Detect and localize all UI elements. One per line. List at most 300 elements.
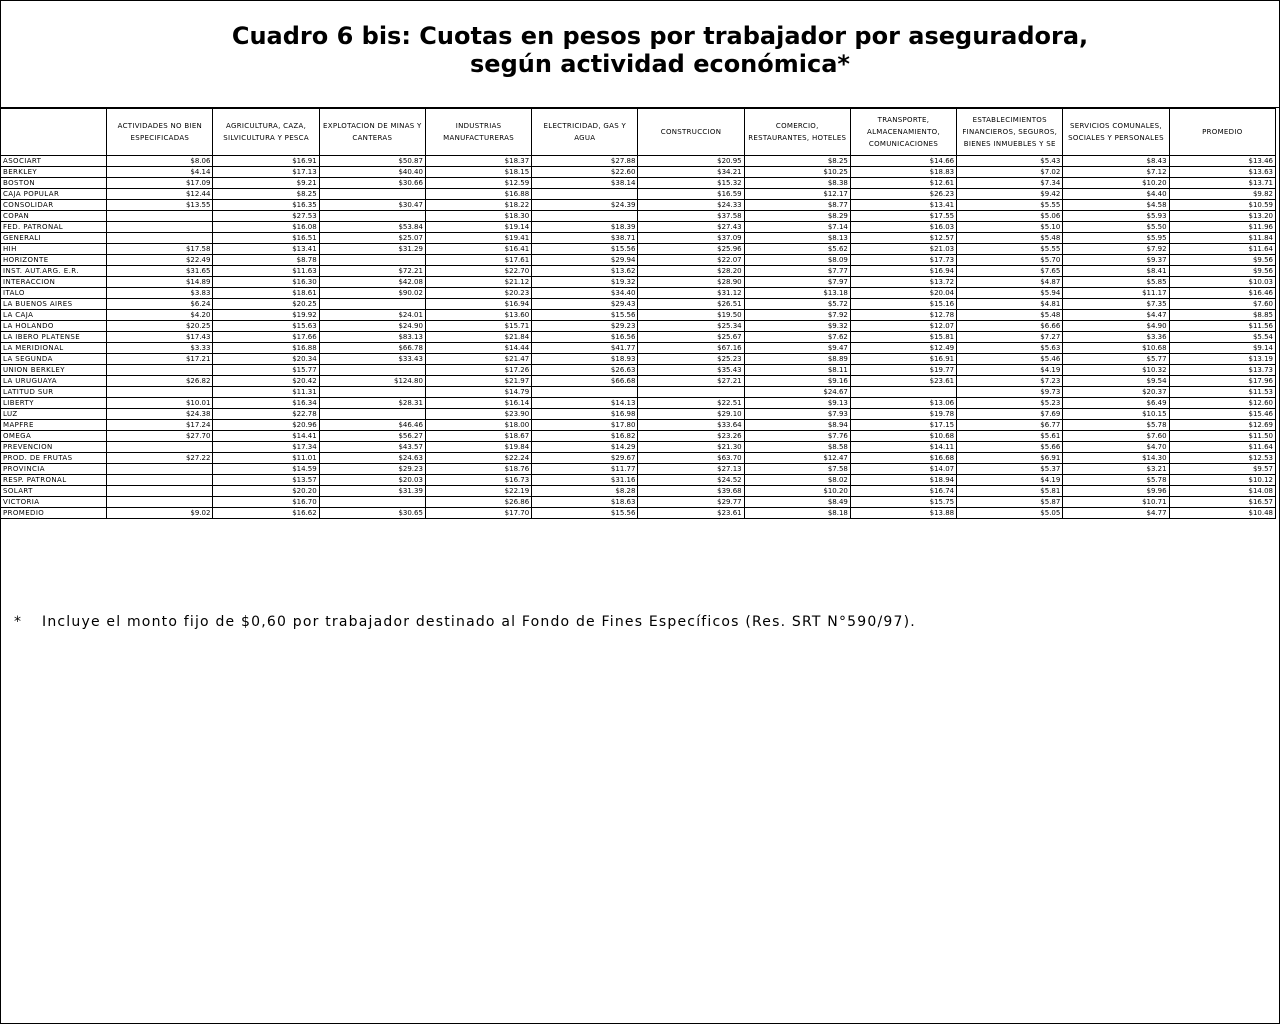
quota-cell: $5.48: [957, 310, 1063, 321]
quota-cell: $22.07: [638, 255, 744, 266]
insurer-name: FED. PATRONAL: [1, 222, 107, 233]
quota-cell: $53.84: [319, 222, 425, 233]
quota-cell: $7.76: [744, 431, 850, 442]
quota-cell: $4.81: [957, 299, 1063, 310]
insurer-name: LA URUGUAYA: [1, 376, 107, 387]
table-row: [1, 442, 1276, 453]
table-row: [1, 409, 1276, 420]
quota-cell: $20.23: [425, 288, 531, 299]
quota-cell: $5.70: [957, 255, 1063, 266]
quota-cell: $7.34: [957, 178, 1063, 189]
quota-cell: $8.77: [744, 200, 850, 211]
quota-cell: $9.14: [1169, 343, 1275, 354]
quota-cell: $124.80: [319, 376, 425, 387]
quota-cell: $12.59: [425, 178, 531, 189]
quota-cell: $25.34: [638, 321, 744, 332]
quota-cell: $27.88: [532, 156, 638, 167]
column-header: INDUSTRIAS MANUFACTURERAS: [425, 109, 531, 156]
quota-cell: $8.43: [1063, 156, 1169, 167]
quota-cell: $16.30: [213, 277, 319, 288]
table-row: [1, 365, 1276, 376]
quota-cell: $3.83: [107, 288, 213, 299]
quota-cell: $15.81: [850, 332, 956, 343]
quota-cell: $16.91: [213, 156, 319, 167]
quota-cell: $4.58: [1063, 200, 1169, 211]
quota-cell: $13.19: [1169, 354, 1275, 365]
quota-cell: $16.70: [213, 497, 319, 508]
quota-cell: $15.75: [850, 497, 956, 508]
table-row: [1, 453, 1276, 464]
table-row: [1, 398, 1276, 409]
quota-cell: $16.46: [1169, 288, 1275, 299]
quota-cell: $7.93: [744, 409, 850, 420]
quota-cell: $9.37: [1063, 255, 1169, 266]
quota-cell: [850, 387, 956, 398]
insurer-name: UNION BERKLEY: [1, 365, 107, 376]
quota-cell: $8.18: [744, 508, 850, 519]
quota-cell: $29.23: [319, 464, 425, 475]
insurer-name: HIH: [1, 244, 107, 255]
quota-cell: $21.84: [425, 332, 531, 343]
quota-cell: [319, 255, 425, 266]
quota-cell: $30.66: [319, 178, 425, 189]
footnote-marker: *: [14, 614, 23, 630]
quota-cell: $18.93: [532, 354, 638, 365]
insurer-name: LA SEGUNDA: [1, 354, 107, 365]
quota-cell: $15.71: [425, 321, 531, 332]
quota-cell: $9.02: [107, 508, 213, 519]
quota-cell: $12.17: [744, 189, 850, 200]
quota-cell: $15.32: [638, 178, 744, 189]
quota-cell: $8.25: [213, 189, 319, 200]
quota-cell: $4.19: [957, 365, 1063, 376]
quota-cell: $25.67: [638, 332, 744, 343]
quota-cell: $19.32: [532, 277, 638, 288]
quota-cell: $13.71: [1169, 178, 1275, 189]
quota-cell: $27.22: [107, 453, 213, 464]
quota-cell: [638, 387, 744, 398]
quota-cell: $4.19: [957, 475, 1063, 486]
quota-cell: $21.30: [638, 442, 744, 453]
title-line-2: según actividad económica*: [470, 50, 850, 78]
quota-cell: $43.57: [319, 442, 425, 453]
quota-cell: $8.85: [1169, 310, 1275, 321]
quota-cell: $18.00: [425, 420, 531, 431]
quota-cell: [319, 211, 425, 222]
insurer-name: LA HOLANDO: [1, 321, 107, 332]
quota-cell: $8.28: [532, 486, 638, 497]
quota-cell: $40.40: [319, 167, 425, 178]
quota-cell: $17.09: [107, 178, 213, 189]
quota-cell: $13.73: [1169, 365, 1275, 376]
quota-cell: $18.15: [425, 167, 531, 178]
quota-cell: $18.76: [425, 464, 531, 475]
quota-cell: $11.31: [213, 387, 319, 398]
quota-cell: $14.59: [213, 464, 319, 475]
quota-cell: [319, 299, 425, 310]
quota-cell: $26.82: [107, 376, 213, 387]
quota-cell: $15.46: [1169, 409, 1275, 420]
quota-cell: $21.12: [425, 277, 531, 288]
quota-cell: $17.13: [213, 167, 319, 178]
quota-cell: $12.49: [850, 343, 956, 354]
quota-cell: $23.61: [850, 376, 956, 387]
quota-cell: $5.55: [957, 244, 1063, 255]
quota-cell: $16.56: [532, 332, 638, 343]
quota-cell: $10.25: [744, 167, 850, 178]
quota-cell: $38.71: [532, 233, 638, 244]
quota-cell: $13.63: [1169, 167, 1275, 178]
insurer-name: INST. AUT.ARG. E.R.: [1, 266, 107, 277]
footnote: [14, 614, 916, 630]
quota-cell: $14.79: [425, 387, 531, 398]
table-row: [1, 222, 1276, 233]
quota-cell: $21.97: [425, 376, 531, 387]
quota-cell: $6.66: [957, 321, 1063, 332]
quota-cell: $26.23: [850, 189, 956, 200]
quota-cell: $31.39: [319, 486, 425, 497]
insurer-name: VICTORIA: [1, 497, 107, 508]
insurer-name: PROVINCIA: [1, 464, 107, 475]
quota-cell: $5.10: [957, 222, 1063, 233]
quota-cell: $25.96: [638, 244, 744, 255]
header-row: [1, 109, 1276, 156]
quota-cell: $10.48: [1169, 508, 1275, 519]
quota-cell: $14.41: [213, 431, 319, 442]
table-row: [1, 299, 1276, 310]
quota-cell: $10.03: [1169, 277, 1275, 288]
quota-cell: $19.78: [850, 409, 956, 420]
quota-cell: $5.85: [1063, 277, 1169, 288]
quota-cell: $8.38: [744, 178, 850, 189]
quota-cell: $5.61: [957, 431, 1063, 442]
quota-cell: $17.34: [213, 442, 319, 453]
quota-cell: [107, 464, 213, 475]
quota-cell: $14.08: [1169, 486, 1275, 497]
quota-cell: $16.74: [850, 486, 956, 497]
column-header: AGRICULTURA, CAZA, SILVICULTURA Y PESCA: [213, 109, 319, 156]
quota-cell: $15.56: [532, 310, 638, 321]
quota-cell: $8.02: [744, 475, 850, 486]
quota-cell: $5.43: [957, 156, 1063, 167]
quota-cell: $22.49: [107, 255, 213, 266]
quota-cell: $17.55: [850, 211, 956, 222]
quota-cell: $27.70: [107, 431, 213, 442]
quota-cell: $20.03: [319, 475, 425, 486]
quota-cell: $14.13: [532, 398, 638, 409]
quota-cell: [107, 486, 213, 497]
quota-cell: $16.94: [850, 266, 956, 277]
quota-cell: $83.13: [319, 332, 425, 343]
quota-cell: $11.84: [1169, 233, 1275, 244]
quota-cell: $24.33: [638, 200, 744, 211]
quota-cell: $17.61: [425, 255, 531, 266]
table-row: [1, 387, 1276, 398]
quota-cell: $17.43: [107, 332, 213, 343]
quota-cell: [319, 409, 425, 420]
quota-cell: $22.51: [638, 398, 744, 409]
quota-cell: $16.94: [425, 299, 531, 310]
quota-cell: $7.23: [957, 376, 1063, 387]
quota-cell: $4.40: [1063, 189, 1169, 200]
quota-cell: $24.01: [319, 310, 425, 321]
column-header: PROMEDIO: [1169, 109, 1275, 156]
quota-cell: $10.01: [107, 398, 213, 409]
quota-cell: $8.13: [744, 233, 850, 244]
quota-cell: $24.63: [319, 453, 425, 464]
quota-cell: $28.20: [638, 266, 744, 277]
quota-cell: $19.50: [638, 310, 744, 321]
table-row: [1, 310, 1276, 321]
quota-cell: $12.44: [107, 189, 213, 200]
quota-cell: $66.68: [532, 376, 638, 387]
table-row: [1, 376, 1276, 387]
quota-cell: $9.32: [744, 321, 850, 332]
insurer-name: SOLART: [1, 486, 107, 497]
quota-cell: $33.64: [638, 420, 744, 431]
quota-cell: $16.08: [213, 222, 319, 233]
quota-cell: $7.58: [744, 464, 850, 475]
quota-cell: $5.54: [1169, 332, 1275, 343]
quota-cell: $17.21: [107, 354, 213, 365]
quota-cell: $14.44: [425, 343, 531, 354]
quota-cell: $11.01: [213, 453, 319, 464]
quota-cell: $16.34: [213, 398, 319, 409]
quota-cell: $35.43: [638, 365, 744, 376]
quota-cell: [319, 189, 425, 200]
quota-cell: $10.59: [1169, 200, 1275, 211]
quota-cell: $6.77: [957, 420, 1063, 431]
quota-cell: $10.15: [1063, 409, 1169, 420]
quota-cell: $3.33: [107, 343, 213, 354]
quota-cell: $14.30: [1063, 453, 1169, 464]
quota-cell: $7.65: [957, 266, 1063, 277]
quota-cell: $9.47: [744, 343, 850, 354]
quota-cell: $29.10: [638, 409, 744, 420]
quota-cell: $13.57: [213, 475, 319, 486]
quota-cell: $18.39: [532, 222, 638, 233]
quota-cell: $13.72: [850, 277, 956, 288]
quota-cell: [107, 387, 213, 398]
quota-cell: $41.77: [532, 343, 638, 354]
insurer-name: BOSTON: [1, 178, 107, 189]
table-row: [1, 167, 1276, 178]
quota-cell: $5.94: [957, 288, 1063, 299]
quota-cell: $16.51: [213, 233, 319, 244]
quota-cell: $12.69: [1169, 420, 1275, 431]
table-row: [1, 486, 1276, 497]
quota-cell: $17.70: [425, 508, 531, 519]
quota-cell: $22.24: [425, 453, 531, 464]
quota-cell: $4.20: [107, 310, 213, 321]
quota-cell: $19.41: [425, 233, 531, 244]
quota-cell: $18.61: [213, 288, 319, 299]
quota-cell: $5.50: [1063, 222, 1169, 233]
quota-cell: $26.86: [425, 497, 531, 508]
quota-cell: $67.16: [638, 343, 744, 354]
quota-cell: $13.06: [850, 398, 956, 409]
quota-cell: $9.96: [1063, 486, 1169, 497]
quota-cell: $17.96: [1169, 376, 1275, 387]
table-row: [1, 244, 1276, 255]
quota-cell: $11.56: [1169, 321, 1275, 332]
quota-cell: $5.37: [957, 464, 1063, 475]
quota-cell: $12.07: [850, 321, 956, 332]
quota-cell: $5.48: [957, 233, 1063, 244]
quota-cell: $8.49: [744, 497, 850, 508]
quota-cell: $14.11: [850, 442, 956, 453]
quota-cell: $3.36: [1063, 332, 1169, 343]
quota-cell: $4.14: [107, 167, 213, 178]
quota-cell: $90.02: [319, 288, 425, 299]
quota-cell: $37.09: [638, 233, 744, 244]
insurer-name: MAPFRE: [1, 420, 107, 431]
quota-cell: $12.53: [1169, 453, 1275, 464]
quota-cell: $14.29: [532, 442, 638, 453]
quotas-table: [0, 108, 1276, 519]
quota-cell: $34.40: [532, 288, 638, 299]
quota-cell: $30.47: [319, 200, 425, 211]
column-header: TRANSPORTE, ALMACENAMIENTO, COMUNICACIONES: [850, 109, 956, 156]
quota-cell: $16.88: [425, 189, 531, 200]
quota-cell: $22.78: [213, 409, 319, 420]
quota-cell: $4.90: [1063, 321, 1169, 332]
quota-cell: $5.87: [957, 497, 1063, 508]
insurer-name: PROD. DE FRUTAS: [1, 453, 107, 464]
quota-cell: $5.05: [957, 508, 1063, 519]
quota-cell: $28.90: [638, 277, 744, 288]
quota-cell: $5.55: [957, 200, 1063, 211]
table-row: [1, 288, 1276, 299]
insurer-name: COPAN: [1, 211, 107, 222]
quota-cell: $18.30: [425, 211, 531, 222]
quota-cell: $7.35: [1063, 299, 1169, 310]
insurer-name: LA CAJA: [1, 310, 107, 321]
quota-cell: $14.66: [850, 156, 956, 167]
column-header: CONSTRUCCION: [638, 109, 744, 156]
quota-cell: $11.17: [1063, 288, 1169, 299]
quota-cell: $29.77: [638, 497, 744, 508]
quota-cell: $4.77: [1063, 508, 1169, 519]
table-row: [1, 464, 1276, 475]
quota-cell: [107, 222, 213, 233]
quota-cell: $8.29: [744, 211, 850, 222]
quota-cell: $23.26: [638, 431, 744, 442]
table-row: [1, 200, 1276, 211]
quota-cell: [107, 497, 213, 508]
quota-cell: $17.80: [532, 420, 638, 431]
quota-cell: $5.23: [957, 398, 1063, 409]
quota-cell: $24.38: [107, 409, 213, 420]
quota-cell: $9.13: [744, 398, 850, 409]
quota-cell: $7.60: [1063, 431, 1169, 442]
quota-cell: $5.46: [957, 354, 1063, 365]
column-header: ACTIVIDADES NO BIEN ESPECIFICADAS: [107, 109, 213, 156]
quota-cell: $5.78: [1063, 475, 1169, 486]
quota-cell: $7.14: [744, 222, 850, 233]
quota-cell: $27.21: [638, 376, 744, 387]
quota-cell: $17.24: [107, 420, 213, 431]
table-row: [1, 332, 1276, 343]
insurer-name: ASOCIART: [1, 156, 107, 167]
quota-cell: $8.78: [213, 255, 319, 266]
insurer-name: HORIZONTE: [1, 255, 107, 266]
quota-cell: $17.66: [213, 332, 319, 343]
quota-cell: $26.63: [532, 365, 638, 376]
quota-cell: $16.14: [425, 398, 531, 409]
quota-cell: $9.42: [957, 189, 1063, 200]
quota-cell: $15.77: [213, 365, 319, 376]
quota-cell: $20.04: [850, 288, 956, 299]
table-row: [1, 431, 1276, 442]
quota-cell: $16.35: [213, 200, 319, 211]
insurer-name: INTERACCION: [1, 277, 107, 288]
insurer-name: PROMEDIO: [1, 508, 107, 519]
table-row: [1, 178, 1276, 189]
quota-cell: $63.70: [638, 453, 744, 464]
quota-cell: $3.21: [1063, 464, 1169, 475]
table-row: [1, 277, 1276, 288]
quota-cell: $13.88: [850, 508, 956, 519]
quota-cell: $7.97: [744, 277, 850, 288]
insurer-name: GENERALI: [1, 233, 107, 244]
quota-cell: $29.94: [532, 255, 638, 266]
quota-cell: $4.47: [1063, 310, 1169, 321]
quota-cell: $16.57: [1169, 497, 1275, 508]
quota-cell: [319, 387, 425, 398]
quota-cell: $28.31: [319, 398, 425, 409]
quota-cell: $8.41: [1063, 266, 1169, 277]
quota-cell: $6.49: [1063, 398, 1169, 409]
quota-cell: $16.88: [213, 343, 319, 354]
quota-cell: $31.16: [532, 475, 638, 486]
quota-cell: $16.91: [850, 354, 956, 365]
quota-cell: $16.41: [425, 244, 531, 255]
quota-cell: $7.60: [1169, 299, 1275, 310]
quota-cell: $25.07: [319, 233, 425, 244]
quota-cell: $72.21: [319, 266, 425, 277]
quota-cell: $17.73: [850, 255, 956, 266]
quota-cell: $10.32: [1063, 365, 1169, 376]
quota-cell: $18.22: [425, 200, 531, 211]
quota-cell: $16.03: [850, 222, 956, 233]
quota-cell: $7.62: [744, 332, 850, 343]
quota-cell: $13.60: [425, 310, 531, 321]
quota-cell: $19.92: [213, 310, 319, 321]
quota-cell: $24.67: [744, 387, 850, 398]
table-row: [1, 354, 1276, 365]
quota-cell: $46.46: [319, 420, 425, 431]
quota-cell: $5.95: [1063, 233, 1169, 244]
table-row: [1, 321, 1276, 332]
quota-cell: $7.12: [1063, 167, 1169, 178]
quota-cell: $29.43: [532, 299, 638, 310]
quota-cell: $8.06: [107, 156, 213, 167]
quota-cell: $20.96: [213, 420, 319, 431]
insurer-name: ITALO: [1, 288, 107, 299]
quota-cell: $8.11: [744, 365, 850, 376]
quota-cell: $19.14: [425, 222, 531, 233]
quota-cell: [532, 189, 638, 200]
quota-cell: $7.92: [744, 310, 850, 321]
quota-cell: $11.63: [213, 266, 319, 277]
header-cell-blank: [1, 109, 107, 156]
quota-cell: $10.68: [850, 431, 956, 442]
quota-cell: $4.87: [957, 277, 1063, 288]
table-row: [1, 211, 1276, 222]
quota-cell: [107, 233, 213, 244]
quota-cell: $9.73: [957, 387, 1063, 398]
